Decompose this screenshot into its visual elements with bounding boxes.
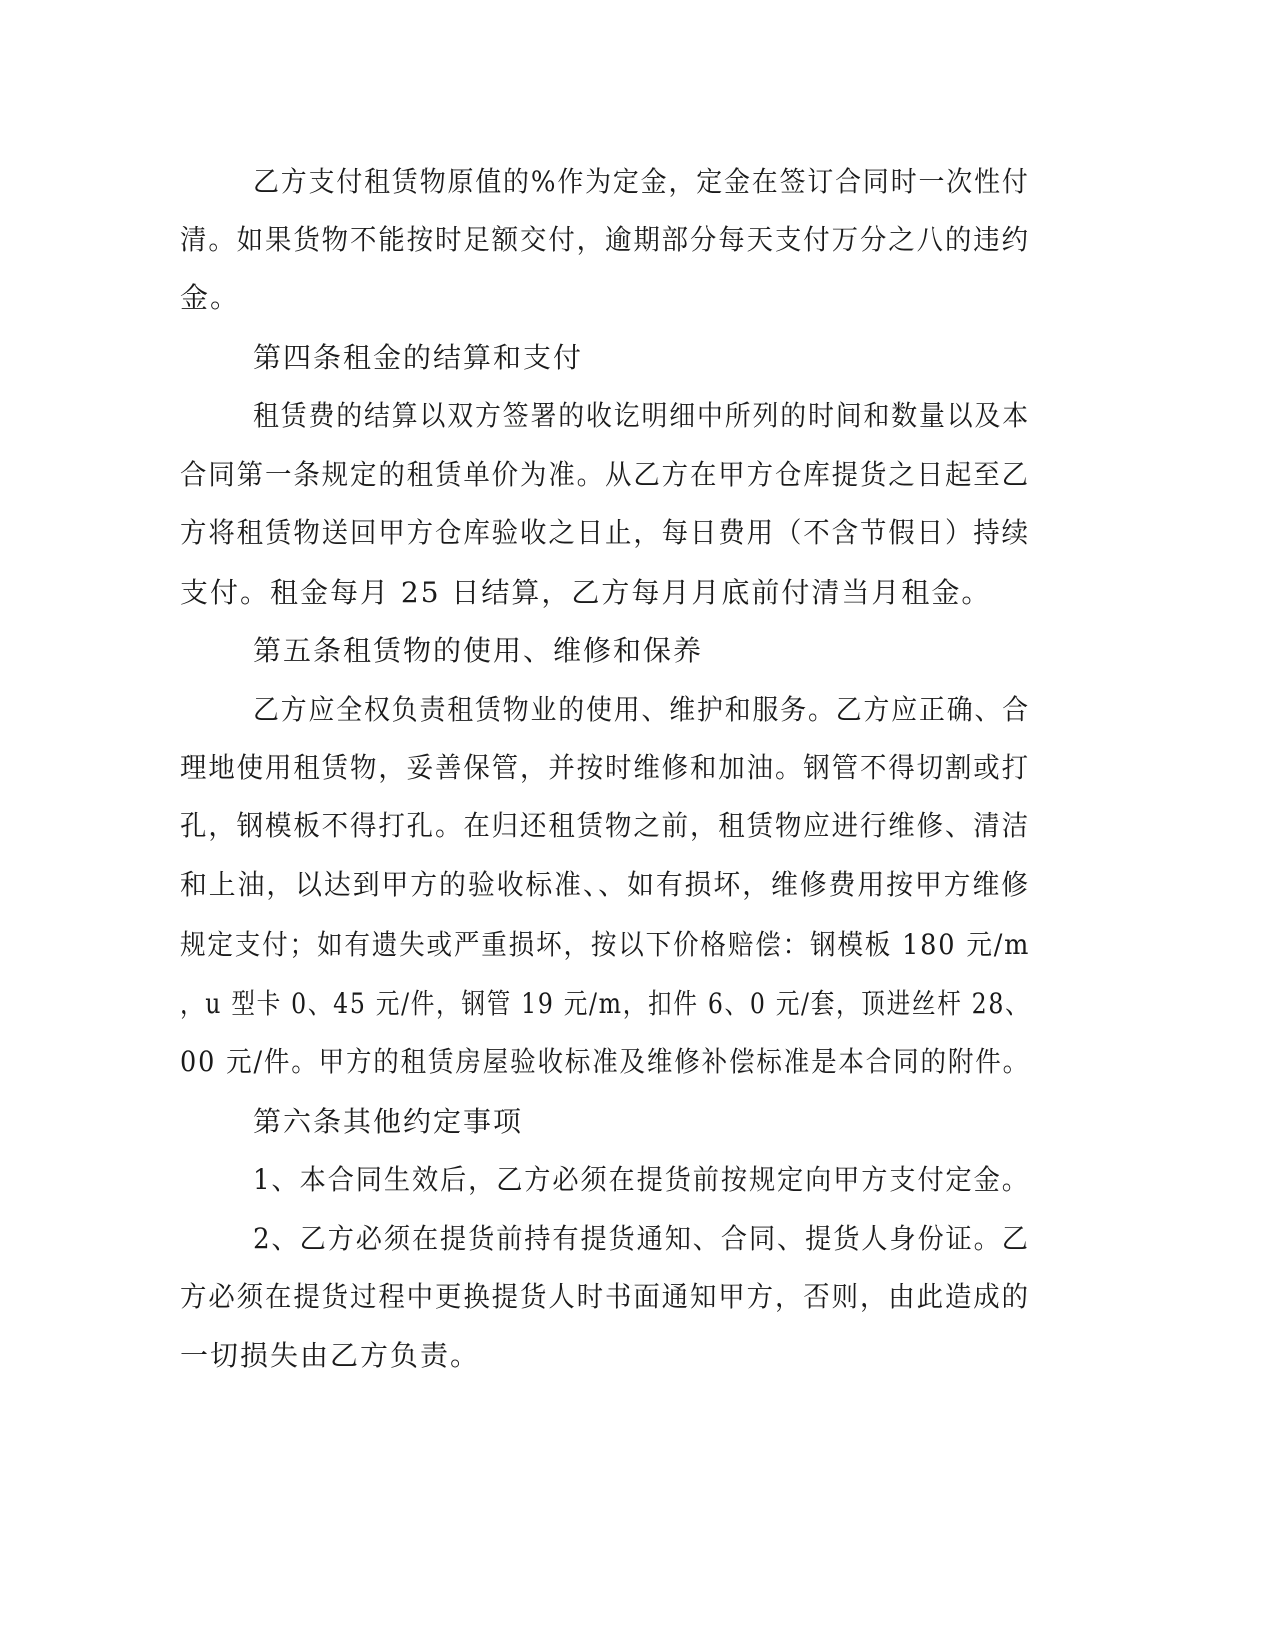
- text-line: 1、本合同生效后，乙方必须在提货前按规定向甲方支付定金。: [253, 1163, 1030, 1196]
- text-line: 规定支付；如有遗失或严重损坏，按以下价格赔偿：钢模板 180 元/m: [180, 928, 1031, 961]
- text-line: 方将租赁物送回甲方仓库验收之日止，每日费用（不含节假日）持续: [180, 516, 1030, 549]
- section-heading: 第六条其他约定事项: [253, 1105, 524, 1138]
- text-line: 金。: [180, 281, 241, 314]
- section-heading: 第五条租赁物的使用、维修和保养: [253, 634, 704, 667]
- text-line: 租赁费的结算以双方签署的收讫明细中所列的时间和数量以及本: [253, 399, 1031, 432]
- text-line: 理地使用租赁物，妥善保管，并按时维修和加油。钢管不得切割或打: [180, 751, 1030, 784]
- text-line: 2、乙方必须在提货前持有提货通知、合同、提货人身份证。乙: [253, 1222, 1030, 1255]
- text-line: 孔，钢模板不得打孔。在归还租赁物之前，租赁物应进行维修、清洁: [180, 809, 1030, 842]
- text-line: 方必须在提货过程中更换提货人时书面通知甲方，否则，由此造成的: [180, 1280, 1030, 1313]
- text-line: 清。如果货物不能按时足额交付，逾期部分每天支付万分之八的违约: [180, 223, 1030, 256]
- text-line: 乙方应全权负责租赁物业的使用、维护和服务。乙方应正确、合: [253, 693, 1031, 726]
- text-line: 和上油，以达到甲方的验收标准、、如有损坏，维修费用按甲方维修: [180, 868, 1031, 901]
- text-line: 合同第一条规定的租赁单价为准。从乙方在甲方仓库提货之日起至乙: [180, 458, 1030, 491]
- text-line: 一切损失由乙方负责。: [180, 1339, 481, 1372]
- text-line: 乙方支付租赁物原值的%作为定金，定金在签订合同时一次性付: [253, 165, 1030, 198]
- section-heading: 第四条租金的结算和支付: [253, 341, 584, 374]
- text-line: 00 元/件。甲方的租赁房屋验收标准及维修补偿标准是本合同的附件。: [180, 1045, 1030, 1078]
- text-line: ，u 型卡 0、45 元/件，钢管 19 元/m，扣件 6、0 元/套，顶进丝杆 28、: [180, 987, 1031, 1020]
- text-line: 支付。租金每月 25 日结算，乙方每月月底前付清当月租金。: [180, 576, 992, 609]
